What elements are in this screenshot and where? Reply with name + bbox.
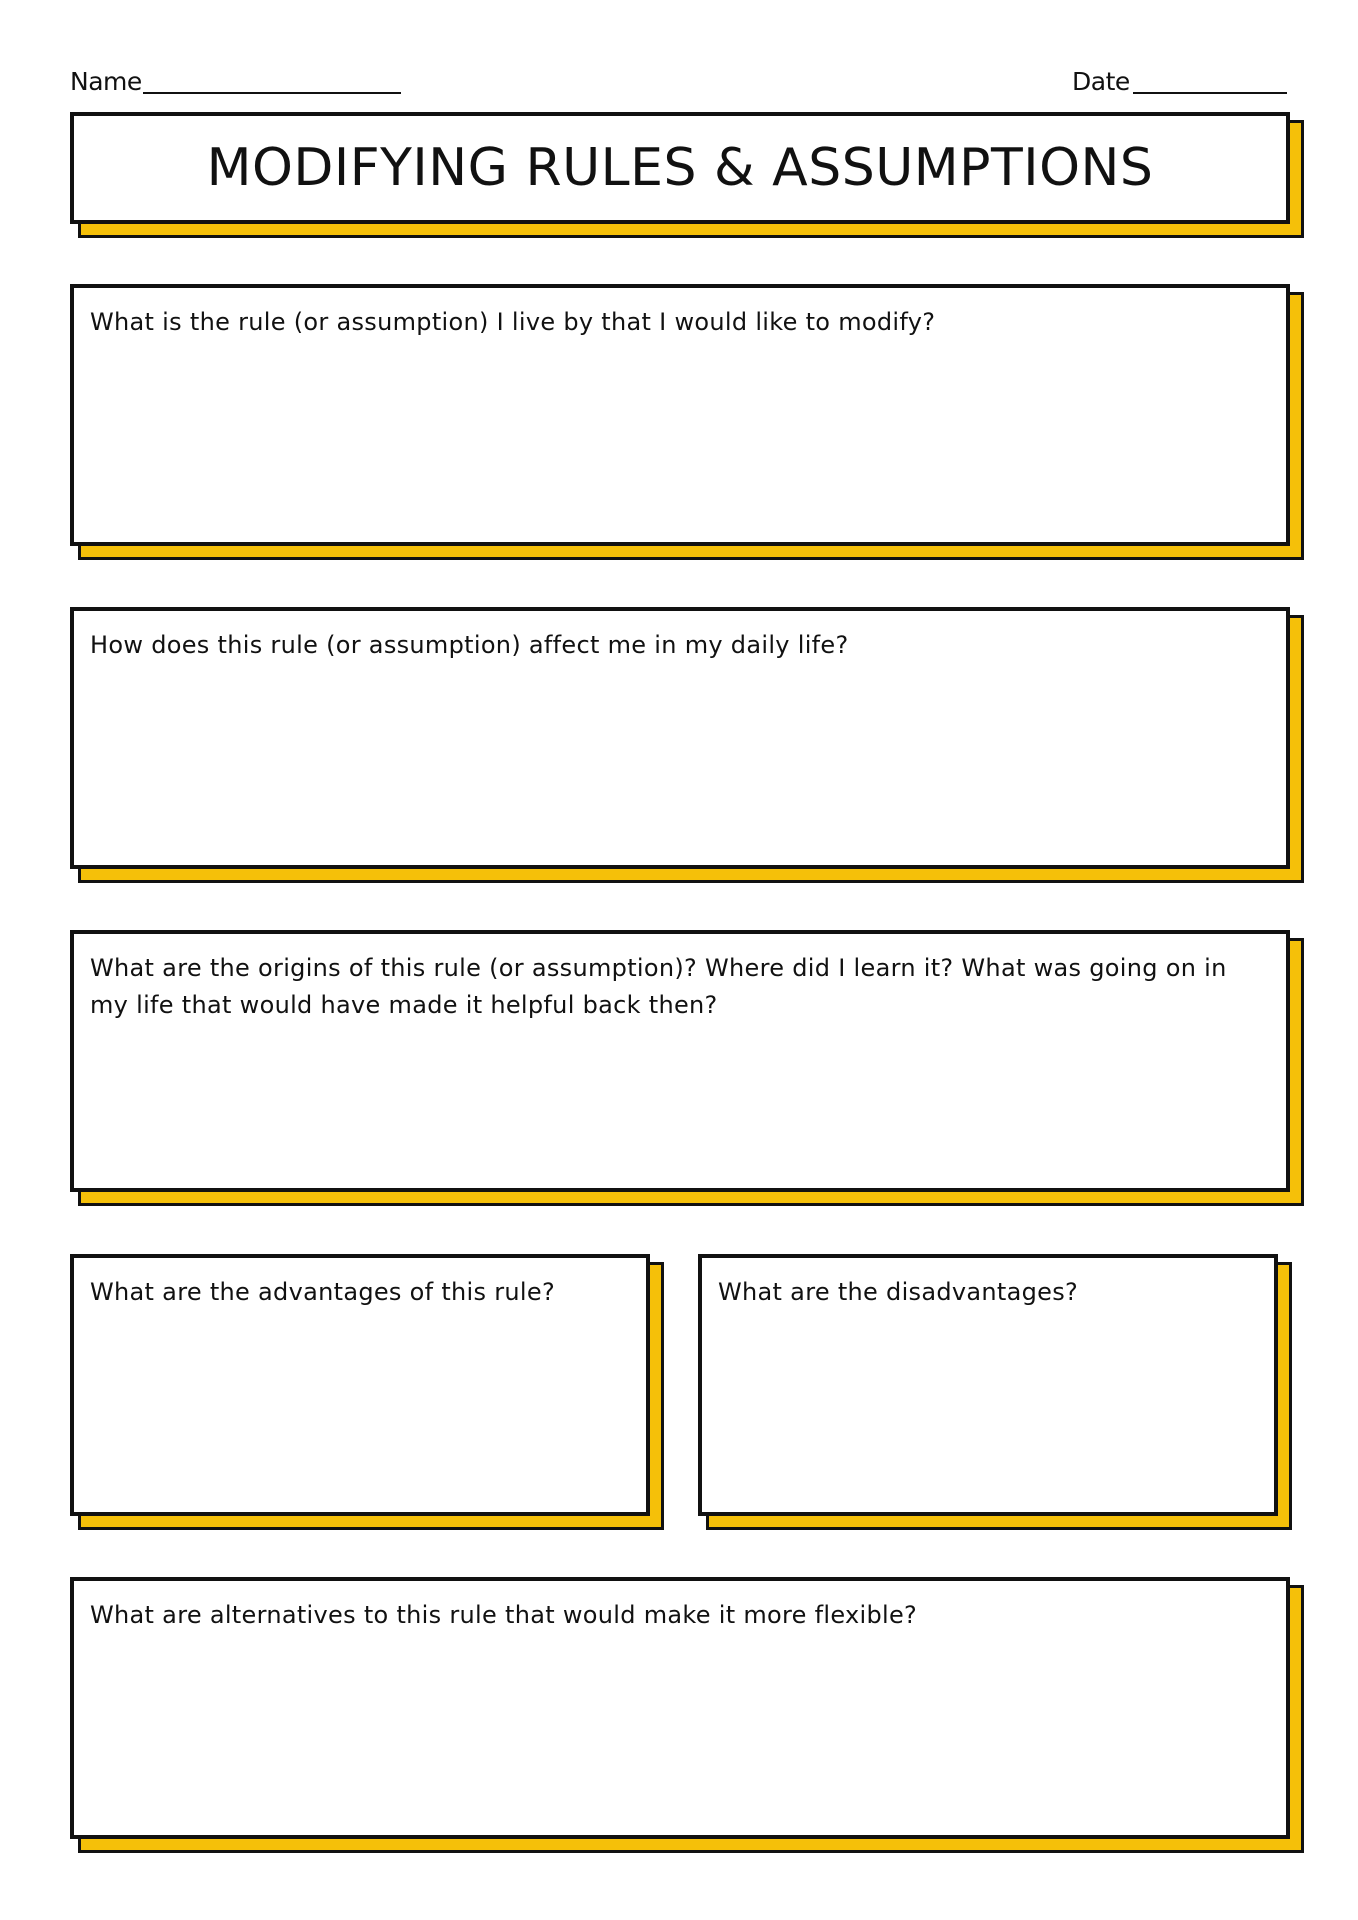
- question-advantages: What are the advantages of this rule?: [90, 1278, 555, 1306]
- answer-box-alternatives[interactable]: [70, 1577, 1290, 1839]
- answer-box-rule[interactable]: [70, 284, 1290, 546]
- answer-box-advantages[interactable]: [70, 1254, 650, 1516]
- question-origins: What are the origins of this rule (or assumption)? Where did I learn it? What was going on in my life that would have made it helpful back then?: [90, 954, 1227, 1019]
- answer-box-daily-effect[interactable]: [70, 607, 1290, 869]
- title-box: [70, 112, 1290, 224]
- answer-box-disadvantages[interactable]: [698, 1254, 1278, 1516]
- date-label: Date: [1072, 67, 1130, 96]
- question-disadvantages: What are the disadvantages?: [718, 1278, 1079, 1306]
- question-alternatives: What are alternatives to this rule that would make it more flexible?: [90, 1601, 918, 1629]
- answer-box-origins[interactable]: [70, 930, 1290, 1192]
- question-daily-effect: How does this rule (or assumption) affect me in my daily life?: [90, 631, 849, 659]
- page-title: MODIFYING RULES & ASSUMPTIONS: [206, 138, 1154, 198]
- question-rule: What is the rule (or assumption) I live by that I would like to modify?: [90, 308, 936, 336]
- name-field[interactable]: [143, 92, 401, 94]
- date-field[interactable]: [1133, 92, 1287, 94]
- name-label: Name: [70, 67, 142, 96]
